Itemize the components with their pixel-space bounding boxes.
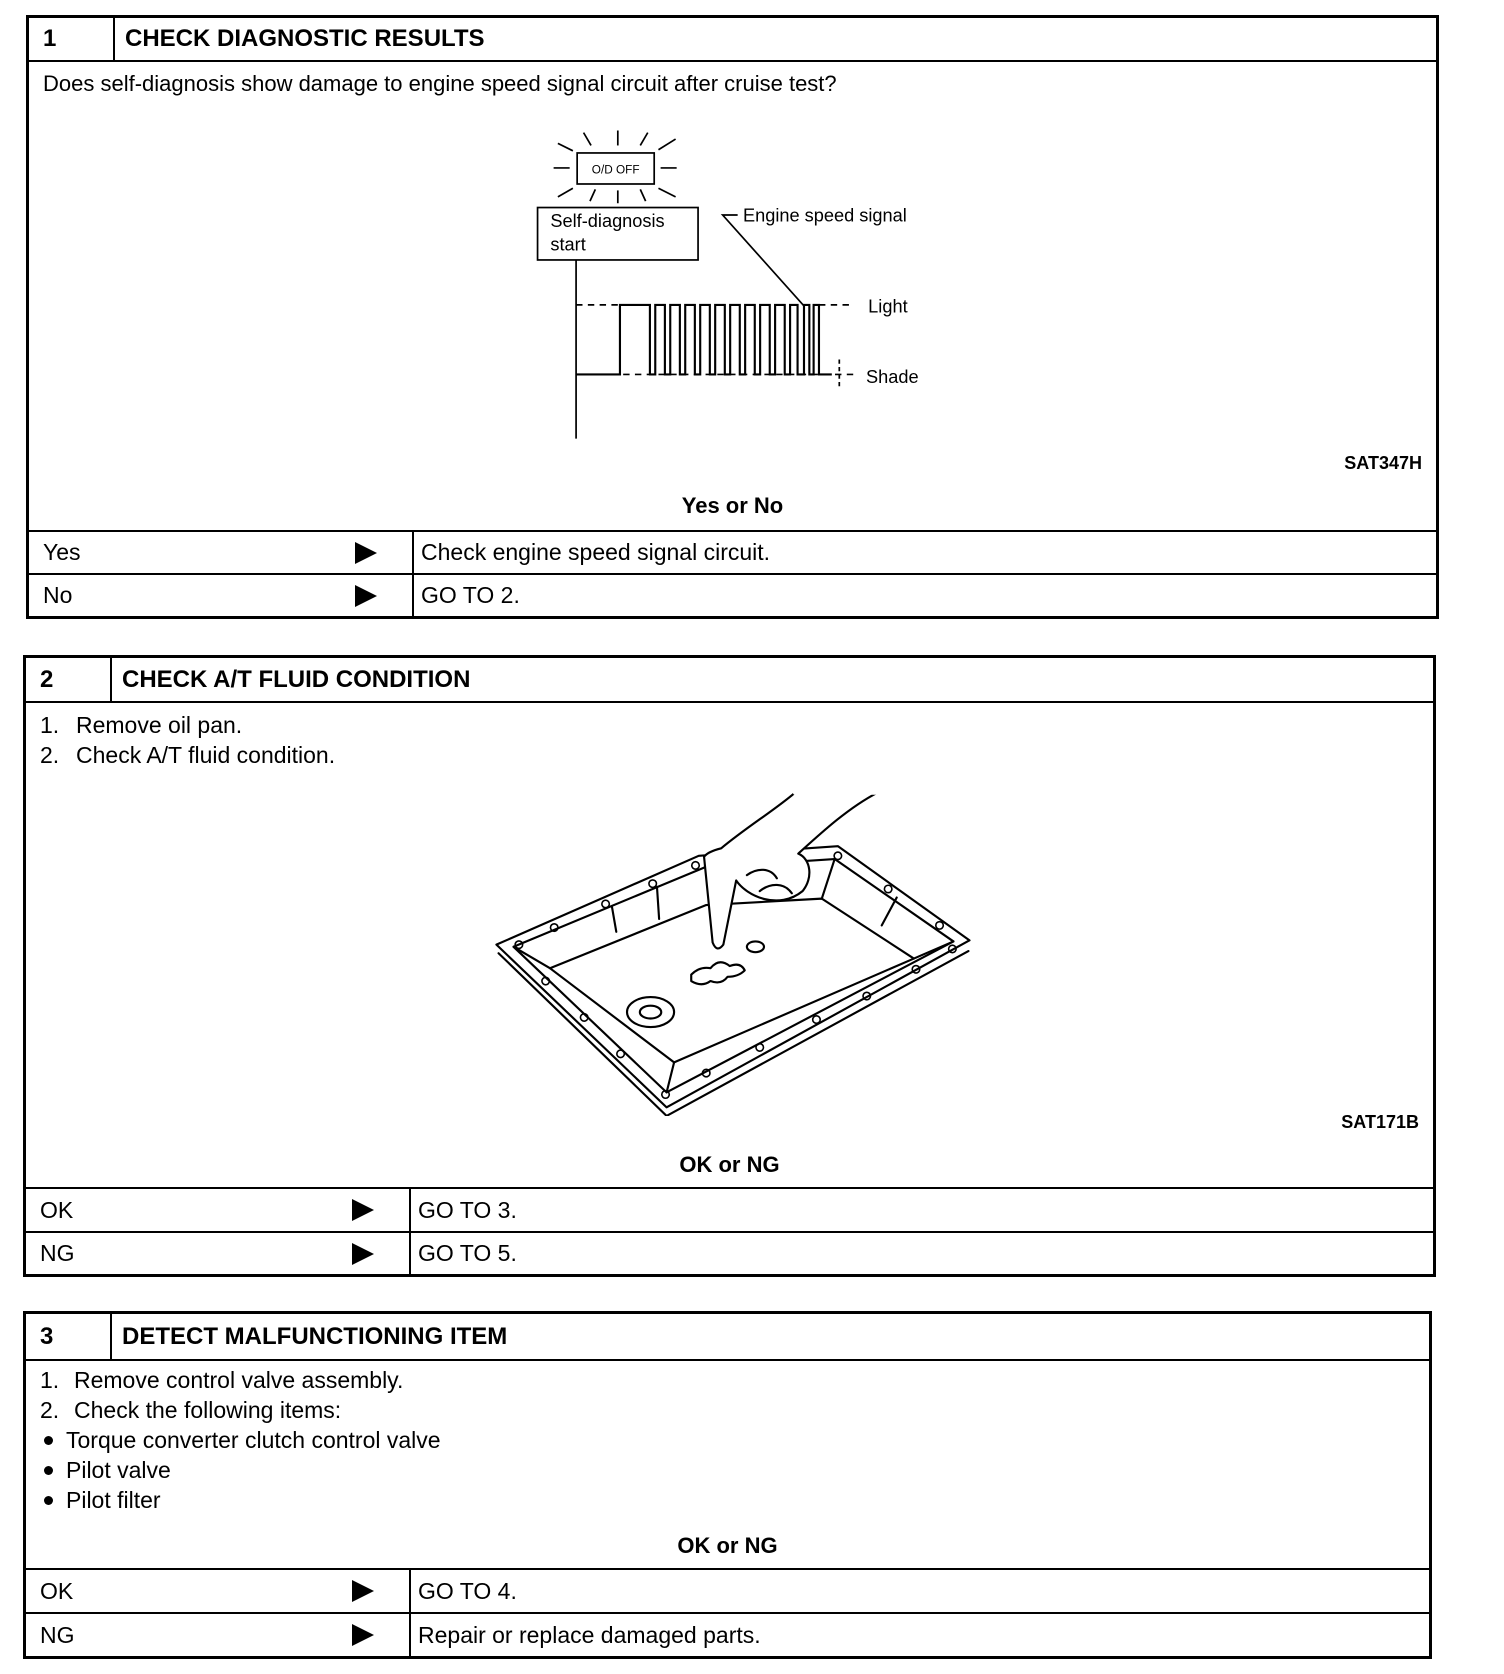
outcome-action: Repair or replace damaged parts. [409,1614,1429,1656]
outcome-action: GO TO 2. [412,575,1436,616]
instruction-text: Check A/T fluid condition. [76,742,336,768]
arrow-right-icon [352,1199,374,1221]
decision-question: OK or NG [677,1533,778,1558]
step-title: CHECK A/T FLUID CONDITION [122,665,471,693]
arrow-right-icon [352,1243,374,1265]
outcome-action: GO TO 4. [409,1570,1429,1612]
outcome-action: GO TO 3. [409,1189,1433,1231]
arrow-right-icon [355,585,377,607]
bullet-item [40,1425,441,1455]
bullet-icon [44,1466,53,1475]
figure-code: SAT171B [1341,1112,1419,1132]
decision-question: OK or NG [679,1152,780,1177]
outcome-action: GO TO 5. [409,1233,1433,1274]
bullet-icon [44,1496,53,1505]
outcome-row [26,1568,1429,1612]
box-label-line1: Self-diagnosis [550,210,665,231]
step-question-text: Does self-diagnosis show damage to engine speed signal circuit after cruise test? [43,71,837,96]
outcome-label: OK [40,1577,74,1604]
bullet-text: Torque converter clutch control valve [66,1427,441,1453]
outcome-label: NG [40,1621,75,1648]
outcome-row [26,1187,1433,1231]
instruction-text: Remove control valve assembly. [74,1367,404,1393]
bullet-item [40,1485,441,1515]
arrow-right-icon [352,1580,374,1602]
instruction-number: 1. [40,1367,60,1393]
instruction-number: 2. [40,1397,60,1423]
figure-code: SAT347H [1344,453,1422,473]
step-header [29,18,1436,62]
self-diagnosis-signal-diagram [529,123,957,444]
outcome-label: NG [40,1240,75,1266]
oil-pan-fluid-check-illustration [490,784,977,1116]
decision-question: Yes or No [681,493,784,518]
instruction-text: Remove oil pan. [76,712,243,738]
step-header [26,658,1433,703]
step-title: DETECT MALFUNCTIONING ITEM [122,1322,508,1350]
shade-label: Shade [866,367,919,388]
step-2-block [23,655,1436,1277]
outcome-label: No [43,582,73,608]
step-1-block [26,15,1439,619]
step-number: 2 [26,658,112,701]
instruction-list [40,1365,441,1515]
bullet-text: Pilot valve [66,1457,171,1483]
instruction-item [40,740,335,770]
step-number: 1 [29,18,115,60]
arrow-right-icon [352,1624,374,1646]
instruction-item [40,1395,441,1425]
indicator-label: O/D OFF [591,163,640,177]
instruction-number: 1. [40,712,60,738]
step-number: 3 [26,1314,112,1359]
instruction-list [40,710,335,770]
light-label: Light [868,296,908,317]
bullet-icon [44,1436,53,1445]
arrow-right-icon [355,542,377,564]
instruction-item [40,1365,441,1395]
box-label-line2: start [550,234,586,255]
outcome-row [26,1231,1433,1274]
outcome-label: OK [40,1196,74,1223]
outcome-row [29,530,1436,573]
engine-speed-signal-waveform [576,305,832,375]
step-3-block [23,1311,1432,1659]
signal-label: Engine speed signal [743,205,907,226]
bullet-item [40,1455,441,1485]
outcome-action: Check engine speed signal circuit. [412,532,1436,573]
instruction-text: Check the following items: [74,1397,342,1423]
outcome-row [26,1612,1429,1656]
bullet-text: Pilot filter [66,1487,161,1513]
outcome-row [29,573,1436,616]
step-header [26,1314,1429,1361]
step-title: CHECK DIAGNOSTIC RESULTS [125,25,485,52]
instruction-number: 2. [40,742,60,768]
instruction-item [40,710,335,740]
outcome-label: Yes [43,539,81,565]
